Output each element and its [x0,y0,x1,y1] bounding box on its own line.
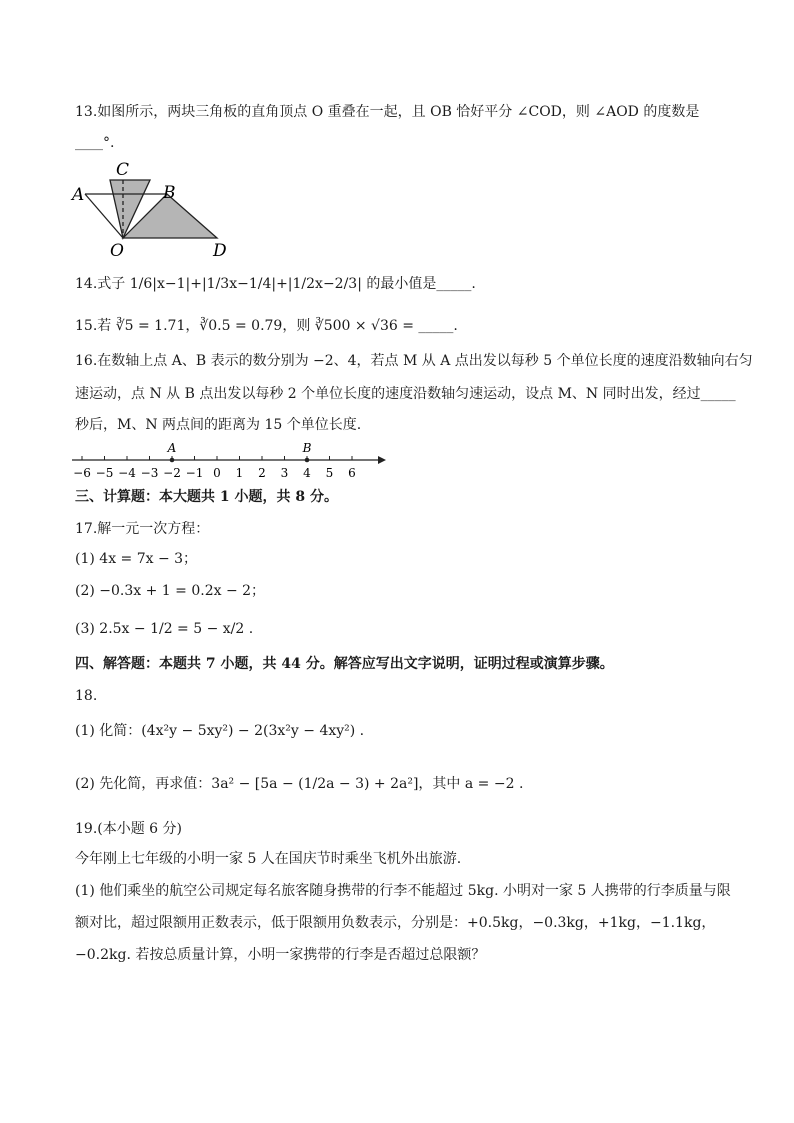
section-4-heading: 四、解答题：本题共 7 小题，共 44 分。解答应写出文字说明，证明过程或演算步骤。 [75,656,614,672]
label-b: B [163,183,176,203]
q16-line-1: 16.在数轴上点 A、B 表示的数分别为 −2、4，若点 M 从 A 点出发以每秒 5 个单位长度的速度沿数轴向右匀 [75,353,753,369]
label-d: D [213,241,227,260]
q17-part-2: (2) −0.3x + 1 = 0.2x − 2； [75,583,266,599]
q18-part-2: (2) 先化简，再求值：3a² − [5a − (1/2a − 3) + 2a²]，其中 a = −2 . [75,776,524,792]
q19-intro: 今年刚上七年级的小明一家 5 人在国庆节时乘坐飞机外出旅游. [75,851,462,867]
number-line-tick-label: −4 [118,466,136,480]
point-a-label: A [167,441,177,455]
q19-part-1-line-3: −0.2kg. 若按总质量计算，小明一家携带的行李是否超过总限额？ [75,947,486,963]
number-line-tick-label: 4 [303,466,311,480]
q13-line-1: 13.如图所示，两块三角板的直角顶点 O 重叠在一起，且 OB 恰好平分 ∠COD，则 ∠AOD 的度数是 [75,104,700,120]
q19-title: 19.(本小题 6 分) [75,821,182,837]
q14-text: 14.式子 1/6|x−1|+|1/3x−1/4|+|1/2x−2/3| 的最小值是_____. [75,276,476,292]
section-3-heading: 三、计算题：本大题共 1 小题，共 8 分。 [75,489,338,505]
number-line-tick-label: 0 [213,466,221,480]
triangle-figure [70,160,240,260]
q19-part-1-line-2: 额对比，超过限额用正数表示，低于限额用负数表示，分别是：+0.5kg，−0.3kg，+1kg，−1.1kg， [75,915,716,931]
q19-part-1-line-1: (1) 他们乘坐的航空公司规定每名旅客随身携带的行李不能超过 5kg. 小明对一家 5 人携带的行李质量与限 [75,883,731,899]
q18-part-1: (1) 化简：(4x²y − 5xy²) − 2(3x²y − 4xy²) . [75,723,365,739]
point-b-dot [305,458,310,463]
q16-line-3: 秒后，M、N 两点间的距离为 15 个单位长度. [75,417,362,433]
label-o: O [110,241,124,260]
q16-line-2: 速运动，点 N 从 B 点出发以每秒 2 个单位长度的速度沿数轴匀速运动，设点 M、N 同时出发，经过_____ [75,386,736,402]
point-b-label: B [302,441,312,455]
number-line-arrow [378,456,386,464]
q17-part-1: (1) 4x = 7x − 3； [75,551,198,567]
number-line-tick-label: 2 [258,466,266,480]
number-line-tick-label: 5 [325,466,334,480]
number-line-tick-label: 3 [280,466,289,480]
q15-text: 15.若 ∛5 = 1.71，∛0.5 = 0.79，则 ∛500 × √36 = _____. [75,318,458,334]
number-line-tick-label: 6 [348,466,356,480]
number-line [70,440,390,484]
q17-title: 17.解一元一次方程： [75,521,210,537]
number-line-tick-label: −3 [140,466,159,480]
label-a: A [72,185,85,205]
number-line-tick-label: −2 [163,466,181,480]
point-a-dot [170,458,175,463]
number-line-tick-label: −5 [95,466,114,480]
q17-part-3: (3) 2.5x − 1/2 = 5 − x/2 . [75,621,254,637]
number-line-tick-label: 1 [235,466,244,480]
label-c: C [116,160,130,180]
q13-line-2: ____°. [75,135,115,151]
q18-title: 18. [75,688,98,704]
number-line-tick-label: −6 [73,466,91,480]
number-line-tick-label: −1 [185,466,204,480]
